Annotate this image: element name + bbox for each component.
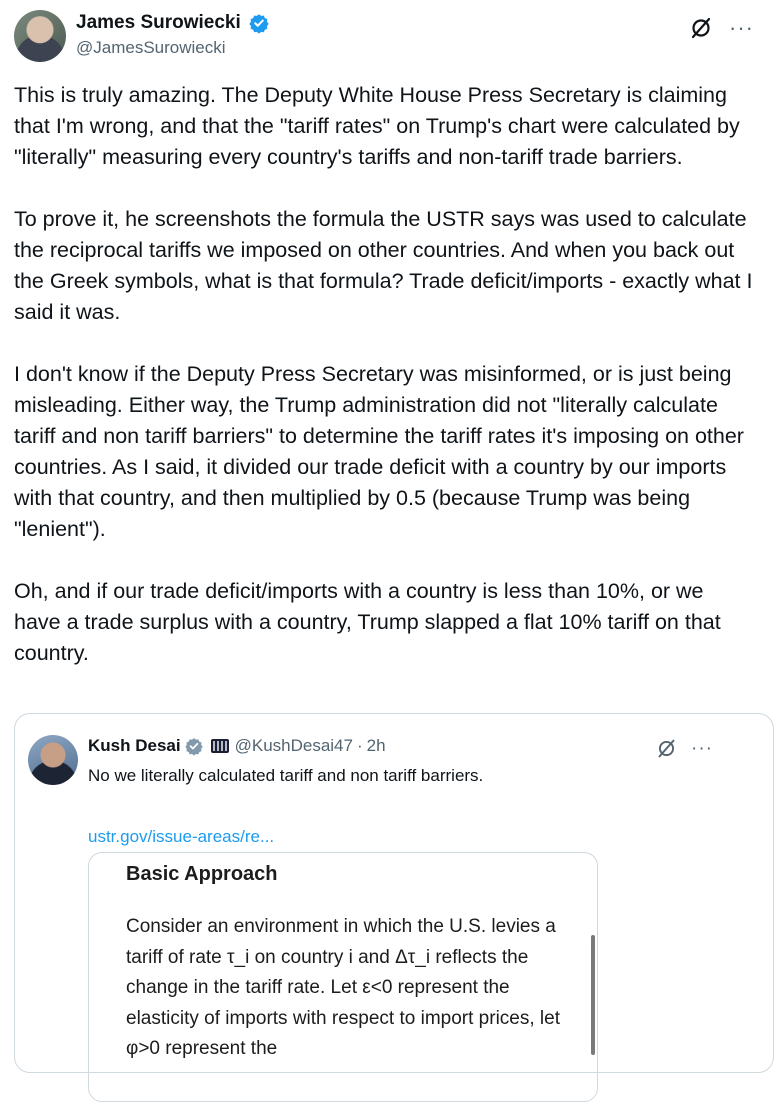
tweet-paragraph: To prove it, he screenshots the formula the USTR says was used to calculate the reciprocal tariffs we imposed on other countries. And when you back out the Greek symbols, what is that formula? Trade deficit/imports - exactly what I said it was.	[14, 207, 753, 324]
tweet-paragraph: Oh, and if our trade deficit/imports with a country is less than 10%, or we have a trade surplus with a country, Trump slapped a flat 10% tariff on that country.	[14, 579, 721, 665]
author-display-name[interactable]: James Surowiecki	[76, 12, 241, 33]
doc-scrollbar[interactable]	[591, 935, 595, 1055]
separator-dot: ·	[356, 736, 363, 755]
doc-body: Consider an environment in which the U.S. levies a tariff of rate τ_i on country i and Δτ_i reflects the change in the tariff rate. Let ε<0 represent the elasticity of imports with respect to import prices, let φ>0 represent the	[126, 916, 560, 1059]
tweet-body	[14, 80, 754, 669]
quoted-author-name[interactable]: Kush Desai	[88, 736, 181, 755]
author-handle[interactable]: @JamesSurowiecki	[76, 38, 226, 57]
quoted-tweet-header	[88, 736, 386, 756]
affiliation-badge-icon[interactable]	[211, 739, 229, 753]
quoted-tweet-link[interactable]: ustr.gov/issue-areas/re...	[88, 827, 275, 846]
author-avatar[interactable]	[14, 10, 66, 62]
grok-icon[interactable]	[689, 16, 713, 40]
quoted-tweet-actions	[656, 738, 713, 759]
tweet-paragraph: This is truly amazing. The Deputy White House Press Secretary is claiming that I'm wrong, and that the "tariff rates" on Trump's chart were calculated by "literally" measuring every country's tariffs and non-tariff trade barriers.	[14, 83, 740, 169]
header-actions	[689, 16, 754, 40]
verified-badge-icon	[185, 737, 203, 755]
grok-icon[interactable]	[656, 738, 677, 759]
quoted-author-handle[interactable]: @KushDesai47	[234, 736, 353, 755]
quoted-author-avatar[interactable]	[28, 735, 78, 785]
verified-badge-icon	[249, 13, 269, 33]
more-icon[interactable]: ···	[691, 737, 713, 759]
quoted-tweet-text: No we literally calculated tariff and non tariff barriers.	[88, 766, 484, 785]
author-name-block	[76, 12, 269, 58]
tweet-paragraph: I don't know if the Deputy Press Secretary was misinformed, or is just being misleading. Either way, the Trump administration did not "literally calculate tariff and non tariff barriers" to determine the tariff rates it's imposing on other countries. As I said, it divided our trade deficit with a country by our imports with that country, and then multiplied by 0.5 (because Trump was being "lenient").	[14, 362, 744, 541]
more-icon[interactable]: ···	[729, 15, 754, 40]
quoted-tweet-time[interactable]: 2h	[366, 736, 386, 755]
quoted-tweet[interactable]	[14, 713, 774, 1073]
doc-title: Basic Approach	[126, 863, 278, 885]
tweet-header	[14, 10, 754, 62]
quoted-image-card[interactable]	[88, 852, 598, 1102]
